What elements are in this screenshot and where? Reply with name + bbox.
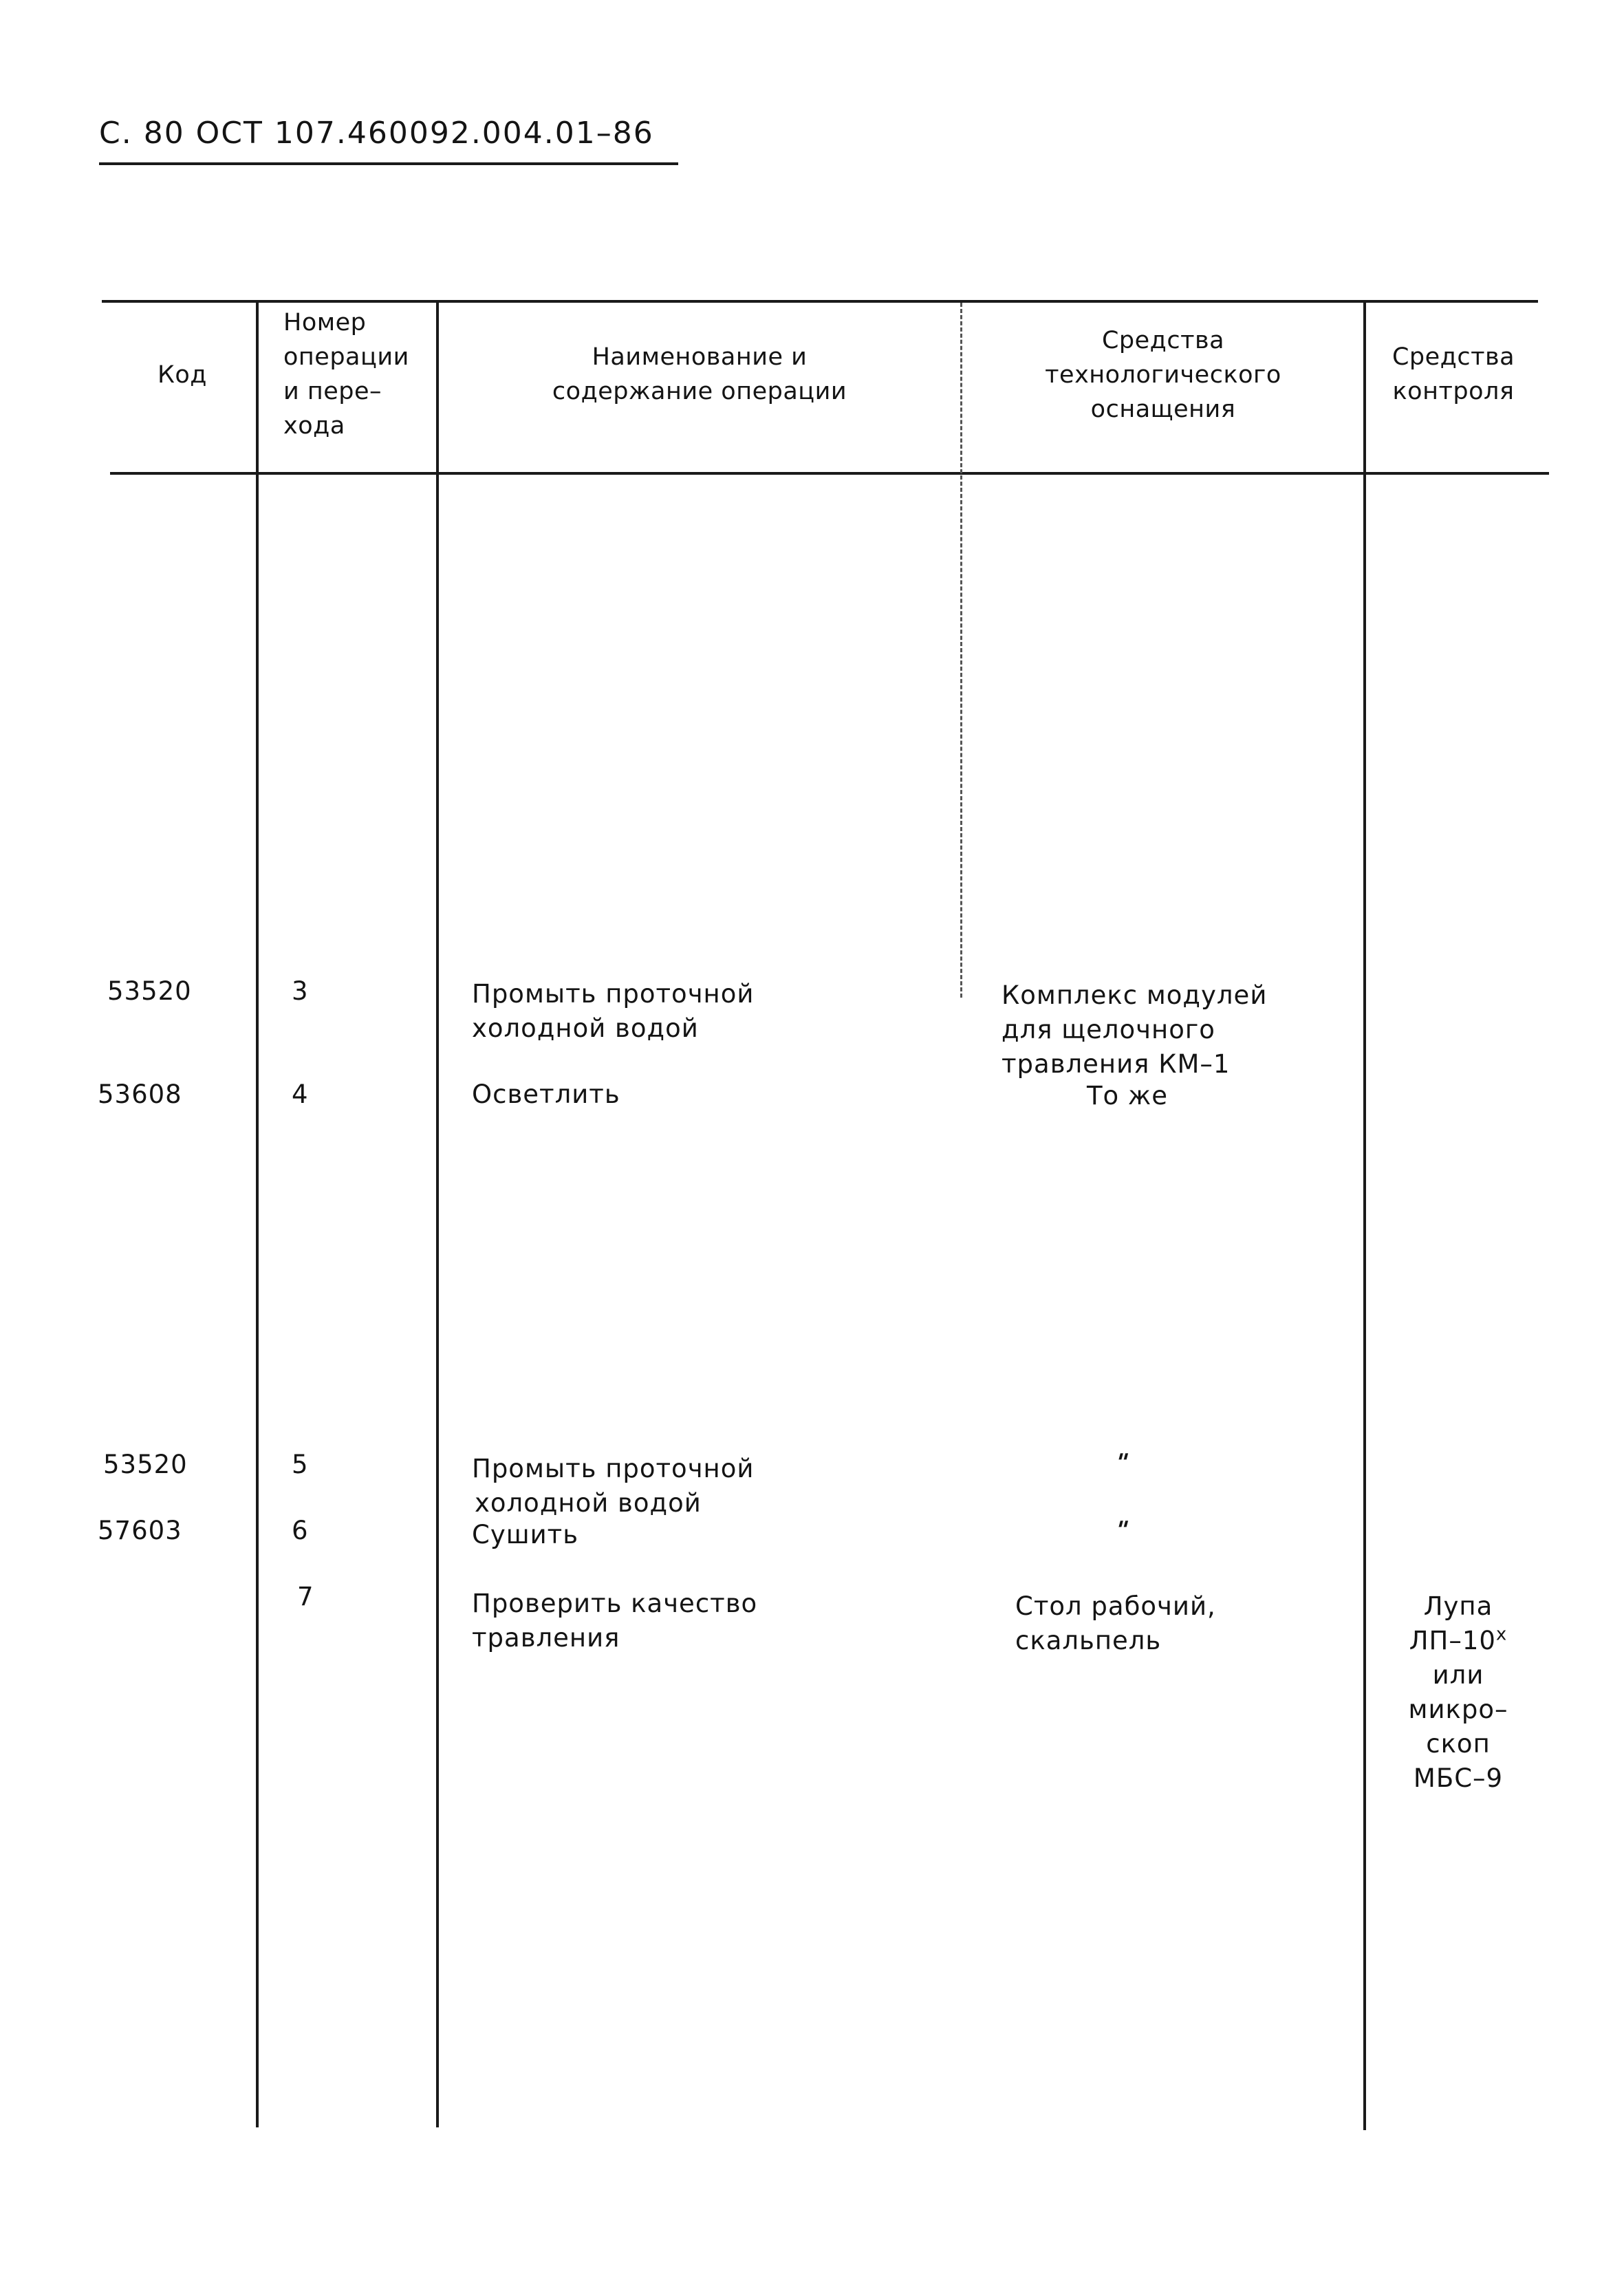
- column-header-equip-line: технологического: [1045, 361, 1281, 389]
- row-control-line: МБС–9: [1413, 1763, 1504, 1793]
- row-equipment: [1002, 1079, 1253, 1113]
- column-header-code-label: Код: [158, 361, 207, 389]
- column-header-code: [110, 358, 255, 392]
- row-operation-name: [472, 1587, 757, 1655]
- row-op-number: 3: [292, 976, 309, 1006]
- footnote-mark: х: [1495, 1624, 1508, 1645]
- row-equipment: [1002, 978, 1267, 1082]
- row-control-text: ЛП–10: [1409, 1626, 1496, 1655]
- ditto-mark: ": [1112, 1516, 1132, 1544]
- row-control-line: Лупа: [1423, 1591, 1493, 1621]
- row-equipment-line: То же: [1086, 1081, 1169, 1110]
- row-control: [1396, 1589, 1520, 1796]
- column-header-control-line: Средства: [1392, 343, 1515, 371]
- row-op-number: 4: [292, 1080, 309, 1109]
- row-operation-name: [472, 1077, 620, 1112]
- row-control-line: микро–: [1408, 1695, 1508, 1724]
- row-equipment-line: скальпель: [1015, 1626, 1162, 1655]
- row-operation-name: [472, 1518, 578, 1552]
- row-operation-name-line: холодной водой: [472, 1013, 699, 1043]
- row-control-line: скоп: [1426, 1729, 1491, 1759]
- column-header-control-line: контроля: [1392, 378, 1515, 405]
- row-equipment: [1015, 1589, 1216, 1658]
- row-op-number: 7: [297, 1582, 314, 1611]
- row-operation-name-line: Осветлить: [472, 1080, 620, 1109]
- column-header-op-line: операции: [283, 343, 409, 371]
- column-header-name-line: содержание операции: [552, 378, 847, 405]
- row-code: 53520: [103, 1450, 188, 1479]
- column-header-name: [440, 340, 959, 409]
- column-header-name-line: Наименование и: [592, 343, 808, 371]
- column-header-equip-line: оснащения: [1090, 396, 1236, 423]
- column-divider-1: [256, 303, 259, 2127]
- row-operation-name: [472, 977, 754, 1046]
- row-code: 53608: [98, 1080, 182, 1109]
- row-operation-name: [472, 1452, 754, 1521]
- row-op-number: 5: [292, 1450, 309, 1479]
- column-header-equip-line: Средства: [1101, 327, 1225, 354]
- column-header-op-line: и пере–: [283, 378, 382, 405]
- row-control-line: [1396, 1624, 1520, 1658]
- column-divider-4: [1363, 303, 1366, 2130]
- row-equipment-line: Комплекс модулей: [1002, 980, 1268, 1010]
- row-control-line: или: [1432, 1660, 1484, 1690]
- column-divider-3: [960, 303, 962, 998]
- table-header-rule: [110, 472, 1549, 475]
- row-code: 53520: [107, 976, 192, 1006]
- ditto-mark: ": [1112, 1449, 1132, 1477]
- row-operation-name-line: травления: [472, 1623, 620, 1653]
- row-equipment-line: для щелочного: [1002, 1015, 1215, 1044]
- column-header-op-line: Номер: [283, 309, 367, 336]
- page-header: С. 80 ОСТ 107.460092.004.01–86: [99, 116, 654, 151]
- column-header-op: [261, 305, 433, 443]
- column-header-control: [1367, 340, 1539, 409]
- column-header-op-line: хода: [283, 412, 345, 440]
- row-operation-name-line: Сушить: [472, 1520, 578, 1549]
- row-op-number: 6: [292, 1516, 309, 1545]
- column-header-equip: [964, 323, 1362, 427]
- row-code: 57603: [98, 1516, 182, 1545]
- row-operation-name-line: Промыть проточной: [472, 1454, 755, 1483]
- row-operation-name-line: холодной водой: [475, 1488, 702, 1518]
- table-top-rule: [102, 300, 1538, 303]
- row-operation-name-line: Промыть проточной: [472, 979, 755, 1009]
- row-equipment-line: Стол рабочий,: [1015, 1591, 1216, 1621]
- page-header-underline: [99, 162, 678, 165]
- column-divider-2: [436, 303, 439, 2127]
- row-equipment-line: травления КМ–1: [1002, 1049, 1231, 1079]
- row-operation-name-line: Проверить качество: [472, 1589, 758, 1618]
